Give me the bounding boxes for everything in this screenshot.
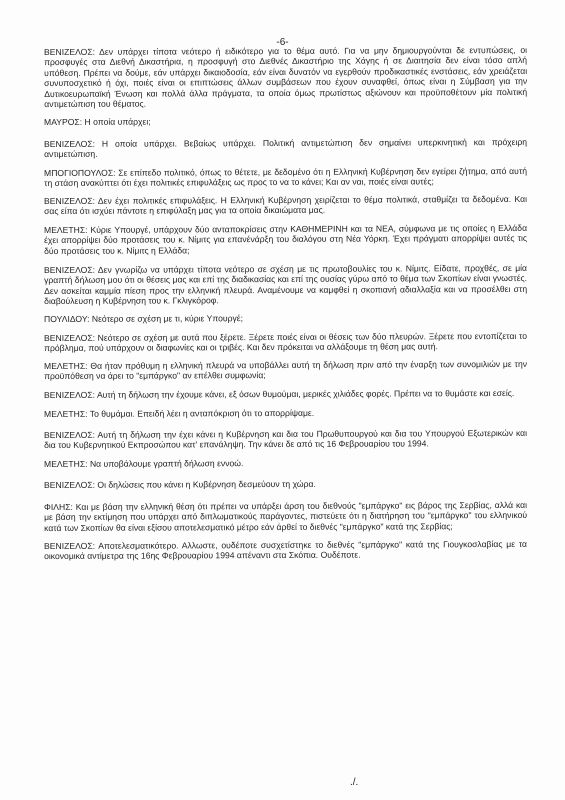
paragraph — [44, 406, 527, 419]
paragraph-text: Σε επίπεδο πολιτικό, όπως το θέτετε, με δεδομένο ότι η Ελληνική Κυβέρνηση δεν εγείρει ζήτημα, από αυτή τη στάση ανακύπτει ότι έχει πολιτικές επιφυλάξεις ως προς το να το κάνει; Και αν ναι, ποιές είναι αυτές; — [44, 165, 528, 189]
speaker-name: ΒΕΝΙΖΕΛΟΣ: — [44, 389, 96, 401]
paragraph — [44, 194, 527, 217]
speaker-name: ΒΕΝΙΖΕΛΟΣ: — [44, 46, 96, 57]
transcript-body — [44, 44, 528, 570]
speaker-name: ΒΕΝΙΖΕΛΟΣ: — [44, 429, 96, 440]
paragraph-text: Νεότερο σε σχέση με τι, κύριε Υπουργέ; — [91, 313, 244, 324]
speaker-name: ΒΕΝΙΖΕΛΟΣ: — [44, 138, 96, 149]
paragraph — [44, 330, 527, 353]
speaker-name: ΦΙΛΗΣ: — [44, 501, 73, 512]
paragraph-text: Αποτελεσματικότερο. Αλλωστε, ουδέποτε συσχετίστηκε το διεθνές "εμπάργκο" κατά της Γιουγκοσλαβίας με τα οικονομικά αντίμετρα της 16ης Φεβρουαρίου 1994 απέναντι στα Σκόπια. Ουδέποτε. — [44, 538, 528, 562]
speaker-name: ΜΕΛΕΤΗΣ: — [44, 408, 88, 419]
paragraph-text: Το θυμάμαι. Επειδή λέει η ανταπόκριση ότι το απορρίψαμε. — [89, 407, 315, 419]
paragraph — [44, 428, 527, 451]
page-number: -6- — [276, 37, 289, 48]
speaker-name: ΜΠΟΓΙΟΠΟΥΛΟΣ: — [44, 167, 116, 178]
paragraph — [44, 262, 527, 306]
paragraph — [44, 312, 527, 325]
paragraph — [44, 45, 527, 110]
speaker-name: ΒΕΝΙΖΕΛΟΣ: — [44, 196, 96, 207]
paragraph — [44, 223, 527, 256]
paragraph — [44, 137, 527, 160]
paragraph-text: Αυτή τη δήλωση την έχουμε κάνει, εξ όσων θυμούμαι, μερικές χιλιάδες φορές. Πρέπει να το θυμάστε και εσείς. — [96, 388, 515, 400]
paragraph-text: Κύριε Υπουργέ, υπάρχουν δύο ανταποκρίσεις στην ΚΑΘΗΜΕΡΙΝΗ και τα ΝΕΑ, σύμφωνα με τις οποίες η Ελλάδα έχει απορρίψει δύο προτάσεις του κ. Νίμιτς για επανένάρξη του διαλόγου στη Νέα Υόρκη. Έχει πράγματι απορρίψει αυτές τις δύο προτάσεις του κ. Νίμιτς η Ελλάδα; — [44, 223, 528, 257]
speaker-name: ΜΕΛΕΤΗΣ: — [44, 225, 88, 236]
speaker-name: ΠΟΥΛΙΔΟΥ: — [44, 313, 90, 325]
paragraph — [44, 166, 527, 189]
paragraph — [44, 499, 527, 532]
paragraph-text: Θα ήταν πρόθυμη η ελληνική πλευρά να υποβάλλει αυτή τη δήλωση πριν από την έναρξη των συνομιλιών με την προϋπόθεση να άρει το "εμπάργκο" αν επέλθει συμφωνία; — [44, 359, 528, 382]
paragraph — [44, 115, 527, 128]
paragraph-text: Οι δηλώσεις που κάνει η Κυβέρνηση δεσμεύουν τη χώρα. — [97, 479, 316, 490]
speaker-name: ΜΑΥΡΟΣ: — [44, 117, 83, 128]
paragraph-text: Να υποβάλουμε γραπτή δήλωση εννοώ. — [89, 457, 244, 469]
paragraph-text: Και με βάση την ελληνική θέση ότι πρέπει να υπάρξει άρση του διεθνούς "εμπάργκο" εις βάρος της Σερβίας, αλλά και με βάση την εκτίμηση που υπάρχει από διπλωματικούς παράγοντες, πιστεύετε ότι η διατήρηση του "εμπάργκο" του ελληνικού κατά των Σκοπίων θα είναι εξίσου αποτελεσματικό μέτρο εάν άρθεί το διεθνές "εμπάργκο" κατά της Σερβίας; — [44, 499, 528, 533]
speaker-name: ΜΕΛΕΤΗΣ: — [44, 361, 88, 372]
speaker-name: ΜΕΛΕΤΗΣ: — [44, 458, 88, 469]
speaker-name: ΒΕΝΙΖΕΛΟΣ: — [44, 540, 96, 551]
paragraph-text: Δεν γνωρίζω να υπάρχει τίποτα νεότερο σε σχέση με τις πρωτοβουλίες του κ. Νίμιτς. Είδατε, προχθές, σε μία γραπτή δήλωση μου ότι οι θέσεις μας και επί της διαδικασίας και επί της ουσίας γύρω από το θέμα των Σκοπίων είναι γνωστές. Δεν ασκείται καμμία πίεση προς την ελληνική πλευρά. Αναμένουμε να καμφθεί η σκοπιανή αδιαλλαξία και να προσέλθει στη διαβούλευση η Κυβέρνηση του κ. Γκλιγκόροφ. — [44, 262, 528, 306]
speaker-name: ΒΕΝΙΖΕΛΟΣ: — [44, 479, 96, 491]
speaker-name: ΒΕΝΙΖΕΛΟΣ: — [44, 332, 96, 343]
paragraph-text: Δεν έχει πολιτικές επιφυλάξεις. Η Ελληνική Κυβέρνηση χειρίζεται το θέμα πολιτικά, σταθμίζει τα δεδομένα. Και σας είπα ότι ισχύει πάντοτε η επιφύλαξη μας για τα οποία δικαιώματα μας. — [44, 194, 528, 217]
closing-mark: ./. — [350, 777, 359, 788]
paragraph — [44, 539, 527, 562]
paragraph-text: Αυτή τη δήλωση την έχει κάνει η Κυβέρνηση και δια του Πρωθυπουργού και δια του Υπουργού Εξωτερικών και δια του Κυβερνητικού Εκπροσώπου κατ' επανάληψη. Την κάνει δε από τις 16 Φεβρουαρίου του 1994. — [44, 427, 528, 451]
paragraph-text: Δεν υπάρχει τίποτα νεότερο ή ειδικότερο για το θέμα αυτό. Για να μην δημιουργούνται δε εντυπώσεις, οι προσφυγές στα Διεθνή Δικαστήρια, η προσφυγή στο Διεθνές Δικαστήριο της Χάγης ή σε Διαιτησία δεν είναι τόσο απλή υπόθεση. Πρέπει να δούμε, εάν υπάρχει δικαιοδοσία, εάν είναι δυνατόν να εγερθούν προδικαστικές ενστάσεις, εάν χρειάζεται συνυποσχετικό ή όχι, ποιές είναι οι επιπτώσεις άλλων συμβάσεων που έχουν συναφθεί, όπως είναι η Σύμβαση για την Δυτικοευρωπαϊκή Ένωση και πολλά άλλα πράγματα, τα οποία όμως πρωτίστως αξιώνουν και προϋποθέτουν μία πολιτική αντιμετώπιση του θέματος. — [44, 44, 528, 110]
speaker-name: ΒΕΝΙΖΕΛΟΣ: — [44, 264, 96, 275]
paragraph-text: Νεότερο σε σχέση με αυτά που ξέρετε. Ξέρετε ποιές είναι οι θέσεις των δύο πλευρών. Ξέρετε που εντοπίζεται το πρόβλημα, πού υπάρχουν οι διαφωνίες και οι τριβές. Και δεν πρόκειται να αλλάξουμε τη θέση μας αυτή. — [44, 330, 528, 353]
paragraph — [44, 359, 527, 382]
paragraph — [44, 457, 527, 470]
paragraph-text: Η οποία υπάρχει. Βεβαίως υπάρχει. Πολιτική αντιμετώπιση δεν σημαίνει υπερκινητική και πρόχειρη αντιμετώπιση. — [44, 136, 528, 160]
paragraph — [44, 388, 527, 401]
paragraph — [44, 478, 527, 491]
paragraph-text: Η οποία υπάρχει; — [84, 116, 151, 128]
